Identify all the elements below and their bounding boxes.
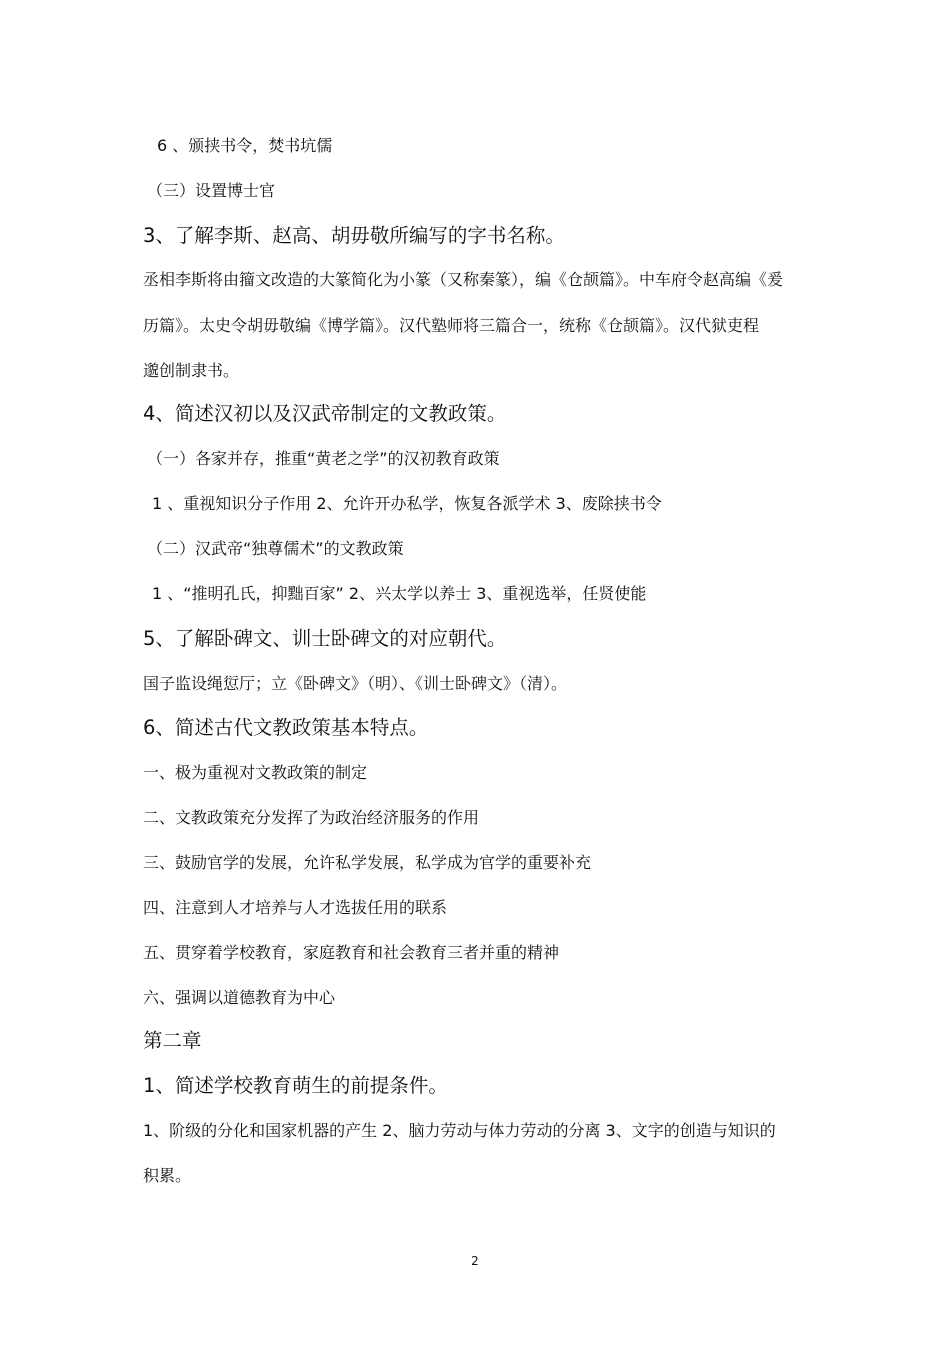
feature-1: 一、极为重视对文教政策的制定 (143, 763, 368, 782)
subheading-set-up-doctors: （三）设置博士官 (147, 181, 276, 200)
question-6-heading: 6、简述古代文教政策基本特点。 (143, 716, 429, 739)
list-item-6-burn-books: 6 、颁挟书令，焚书坑儒 (157, 136, 333, 155)
page-number: 2 (471, 1254, 479, 1268)
question-5-heading: 5、了解卧碑文、训士卧碑文的对应朝代。 (143, 627, 507, 650)
subheading-early-han-policy: （一）各家并存，推重“黄老之学”的汉初教育政策 (147, 449, 500, 468)
question-3-heading: 3、了解李斯、赵高、胡毋敬所编写的字书名称。 (143, 224, 565, 247)
early-han-policy-items: 1 、重视知识分子作用 2、允许开办私学，恢复各派学术 3、废除挟书令 (152, 494, 662, 513)
feature-3: 三、鼓励官学的发展，允许私学发展，私学成为官学的重要补充 (143, 853, 592, 872)
feature-2: 二、文教政策充分发挥了为政治经济服务的作用 (143, 808, 480, 827)
feature-5: 五、贯穿着学校教育，家庭教育和社会教育三者并重的精神 (143, 943, 560, 962)
question-4-heading: 4、简述汉初以及汉武帝制定的文教政策。 (143, 402, 507, 425)
chapter-2-title: 第二章 (143, 1029, 202, 1052)
answer-3-line-1: 丞相李斯将由籀文改造的大篆简化为小篆（又称秦篆），编《仓颉篇》。中车府令赵高编《爰 (143, 270, 784, 289)
answer-3-line-3: 邈创制隶书。 (143, 361, 240, 380)
emperor-wu-policy-items: 1 、“推明孔氏，抑黜百家” 2、兴太学以养士 3、重视选举，任贤使能 (152, 584, 647, 603)
chapter-2-answer-1-line-1: 1、阶级的分化和国家机器的产生 2、脑力劳动与体力劳动的分离 3、文字的创造与知识的 (143, 1121, 776, 1140)
answer-5: 国子监设绳愆厅；立《卧碑文》（明）、《训士卧碑文》（清）。 (143, 674, 568, 693)
feature-4: 四、注意到人才培养与人才选拔任用的联系 (143, 898, 448, 917)
answer-3-line-2: 历篇》。太史令胡毋敬编《博学篇》。汉代塾师将三篇合一，统称《仓颉篇》。汉代狱吏程 (143, 316, 760, 335)
chapter-2-question-1-heading: 1、简述学校教育萌生的前提条件。 (143, 1074, 448, 1097)
chapter-2-answer-1-line-2: 积累。 (143, 1166, 192, 1185)
feature-6: 六、强调以道德教育为中心 (143, 988, 336, 1007)
subheading-emperor-wu-policy: （二）汉武帝“独尊儒术”的文教政策 (147, 539, 404, 558)
